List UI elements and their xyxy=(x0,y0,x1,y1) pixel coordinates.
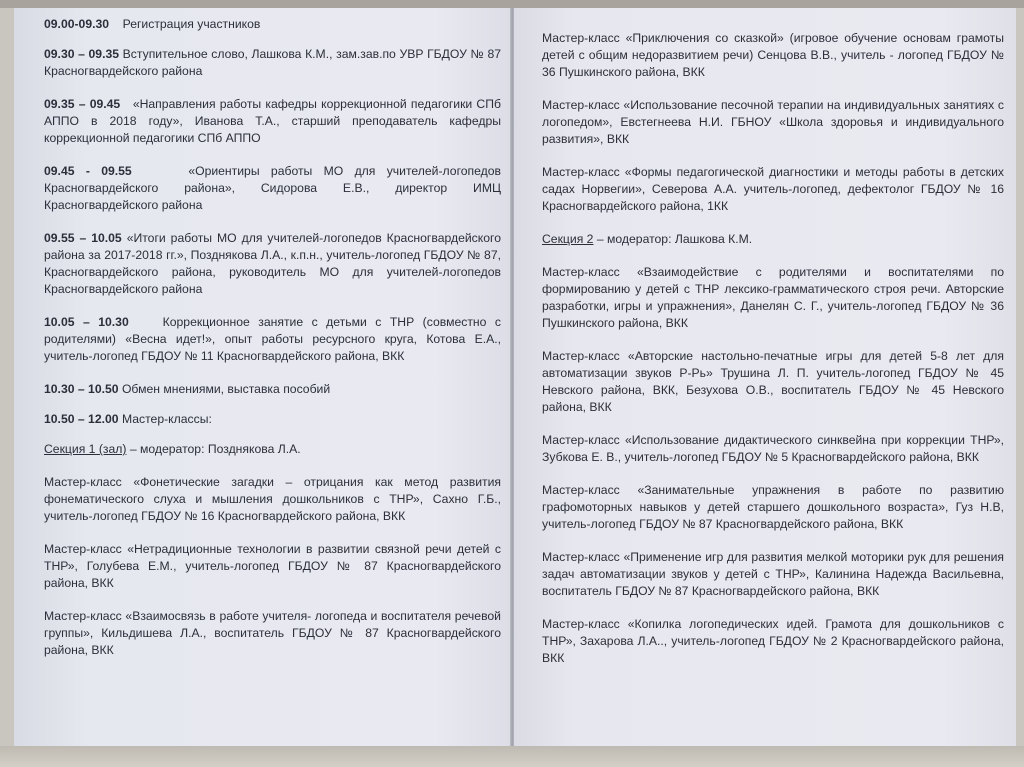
entry-text: «Итоги работы МО для учителей-логопедов Красногвардейского района за 2017-2018 гг.», Позднякова Л.А., к.п.н., учитель-логопед ГБДОУ № 87, Красногвардейского района, руководитель МО для учителей-логопедов Красногвардейского района xyxy=(44,231,501,296)
schedule-entry xyxy=(44,163,501,214)
section-heading xyxy=(542,231,1004,248)
master-class-entry: Мастер-класс «Авторские настольно-печатные игры для детей 5-8 лет для автоматизации звуков Р-Рь» Трушина Л. П. учитель-логопед ГБДОУ № 45 Невского района, ВКК, Безухова О.В., воспитатель ГБДОУ № 45 Невского района, ВКК xyxy=(542,349,1004,414)
schedule-entry xyxy=(44,46,501,80)
section-label: Секция 1 (зал) xyxy=(44,442,127,456)
master-class-entry: Мастер-класс «Использование дидактического синквейна при коррекции ТНР», Зубкова Е. В., учитель-логопед ГБДОУ № 5 Красногвардейского района, ВКК xyxy=(542,433,1004,464)
entry-text: Вступительное слово, Лашкова К.М., зам.зав.по УВР ГБДОУ № 87 Красногвардейского района xyxy=(44,47,501,78)
entry-text: «Ориентиры работы МО для учителей-логопедов Красногвардейского района», Сидорова Е.В., директор ИМЦ Красногвардейского района xyxy=(44,164,501,212)
master-class-entry: Мастер-класс «Приключения со сказкой» (игровое обучение основам грамоты детей с общим недоразвитием речи) Сенцова В.В., учитель - логопед ГБДОУ № 36 Пушкинского района, ВКК xyxy=(542,31,1004,79)
schedule-entry xyxy=(44,381,501,398)
master-class-entry: Мастер-класс «Формы педагогической диагностики и методы работы в детских садах Норвегии», Северова А.А. учитель-логопед, дефектолог ГБДОУ № 16 Красногвардейского района, 1КК xyxy=(542,165,1004,213)
master-class-entry: Мастер-класс «Использование песочной терапии на индивидуальных занятиях с логопедом», Евстегнеева Н.И. ГБНОУ «Школа здоровья и индивидуального развития», ВКК xyxy=(542,98,1004,146)
section-label: Секция 2 xyxy=(542,232,594,246)
schedule-entry xyxy=(44,411,501,428)
section-moderator: – модератор: Лашкова К.М. xyxy=(593,232,753,246)
entry-text: «Направления работы кафедры коррекционной педагогики СПб АППО в 2018 году», Иванова Т.А., старший преподаватель кафедры коррекционной педагогики СПб АППО xyxy=(44,97,501,145)
master-class-entry: Мастер-класс «Применение игр для развития мелкой моторики рук для решения задач автоматизации звуков у детей с ТНР», Калинина Надежда Васильевна, воспитатель ГБДОУ № 87 Красногвардейского района, ВКК xyxy=(542,550,1004,598)
master-class-entry: Мастер-класс «Фонетические загадки – отрицания как метод развития фонематического слуха и мышления дошкольников с ТНР», Сахно Г.Б., учитель-логопед ГБДОУ № 16 Красногвардейского района, ВКК xyxy=(44,475,501,523)
entry-time: 10.50 – 12.00 xyxy=(44,412,119,426)
schedule-entry xyxy=(44,314,501,365)
entry-time: 10.05 – 10.30 xyxy=(44,315,129,329)
master-class-entry: Мастер-класс «Взаимосвязь в работе учителя- логопеда и воспитателя речевой группы», Кильдишева Л.А., воспитатель ГБДОУ № 87 Красногвардейского района, ВКК xyxy=(44,609,501,657)
background-surface xyxy=(0,746,1024,767)
entry-text: Обмен мнениями, выставка пособий xyxy=(121,382,331,396)
section-moderator: – модератор: Позднякова Л.А. xyxy=(126,442,301,456)
section-heading xyxy=(44,441,501,458)
right-page xyxy=(514,8,1016,746)
entry-time: 09.30 – 09.35 xyxy=(44,47,120,61)
background-frame-top xyxy=(0,0,1024,8)
entry-text: Мастер-классы: xyxy=(121,412,212,426)
schedule-entry xyxy=(44,96,501,147)
entry-text: Регистрация участников xyxy=(122,17,261,31)
entry-text: Коррекционное занятие с детьми с ТНР (совместно с родителями) «Весна идет!», опыт работы ресурсного круга, Котова Е.А., учитель-логопед ГБДОУ № 11 Красногвардейского района, ВКК xyxy=(44,315,501,363)
master-class-entry: Мастер-класс «Занимательные упражнения в работе по развитию графомоторных навыков у детей старшего дошкольного возраста», Гуз Н.В, учитель-логопед ГБДОУ № 87 Красногвардейского района, ВКК xyxy=(542,483,1004,531)
master-class-entry: Мастер-класс «Взаимодействие с родителями и воспитателями по формированию у детей с ТНР лексико-грамматического строя речи. Авторские разработки, игры и упражнения», Данелян С. Г., учитель-логопед ГБДОУ № 36 Пушкинского района, ВКК xyxy=(542,265,1004,330)
entry-time: 09.35 – 09.45 xyxy=(44,97,121,111)
entry-time: 09.45 - 09.55 xyxy=(44,164,132,178)
schedule-entry xyxy=(44,16,501,33)
entry-time: 09.55 – 10.05 xyxy=(44,231,122,245)
entry-time: 09.00-09.30 xyxy=(44,17,110,31)
entry-time: 10.30 – 10.50 xyxy=(44,382,119,396)
left-page xyxy=(14,8,511,746)
master-class-entry: Мастер-класс «Копилка логопедических идей. Грамота для дошкольников с ТНР», Захарова Л.А.., учитель-логопед ГБДОУ № 2 Красногвардейского района, ВКК xyxy=(542,617,1004,665)
schedule-entry xyxy=(44,230,501,298)
master-class-entry: Мастер-класс «Нетрадиционные технологии в развитии связной речи детей с ТНР», Голубева Е.М., учитель-логопед ГБДОУ № 87 Красногвардейского района, ВКК xyxy=(44,542,501,590)
